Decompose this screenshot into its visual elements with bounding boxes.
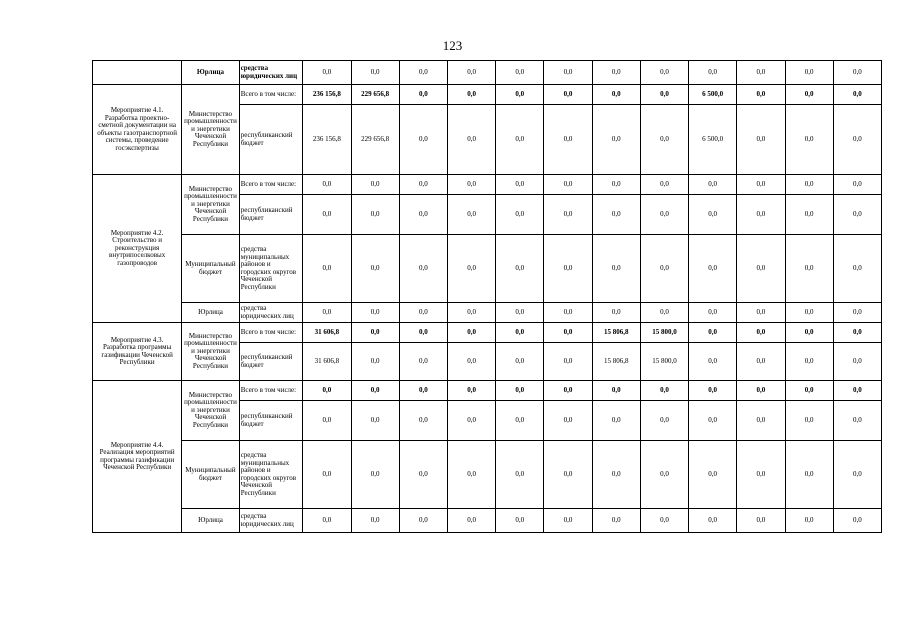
table-row — [93, 509, 882, 533]
value-cell: 0,0 — [785, 343, 833, 381]
value-cell: 236 156,8 — [303, 105, 351, 175]
funding-source-cell: республиканский бюджет — [239, 343, 303, 381]
value-cell: 0,0 — [447, 303, 495, 323]
value-cell: 0,0 — [785, 381, 833, 401]
funding-source-cell: Всего в том числе: — [239, 85, 303, 105]
funding-source-cell: средства юридических лиц — [239, 303, 303, 323]
value-cell: 0,0 — [785, 323, 833, 343]
table-row — [93, 175, 882, 195]
value-cell: 0,0 — [833, 61, 881, 85]
value-cell: 0,0 — [785, 235, 833, 303]
value-cell: 0,0 — [496, 195, 544, 235]
value-cell: 0,0 — [447, 343, 495, 381]
table-row — [93, 441, 882, 509]
value-cell: 0,0 — [447, 509, 495, 533]
value-cell: 0,0 — [303, 441, 351, 509]
value-cell: 0,0 — [833, 175, 881, 195]
value-cell: 0,0 — [496, 61, 544, 85]
value-cell: 0,0 — [640, 509, 688, 533]
value-cell: 0,0 — [544, 85, 592, 105]
value-cell: 0,0 — [399, 85, 447, 105]
value-cell: 0,0 — [496, 85, 544, 105]
value-cell: 0,0 — [399, 195, 447, 235]
value-cell: 0,0 — [689, 401, 737, 441]
table-row — [93, 235, 882, 303]
value-cell: 0,0 — [447, 85, 495, 105]
value-cell: 0,0 — [303, 381, 351, 401]
value-cell: 0,0 — [496, 509, 544, 533]
value-cell: 0,0 — [689, 323, 737, 343]
funding-source-cell: Всего в том числе: — [239, 381, 303, 401]
value-cell: 15 806,8 — [592, 343, 640, 381]
funding-source-cell: республиканский бюджет — [239, 401, 303, 441]
value-cell: 0,0 — [544, 303, 592, 323]
value-cell: 0,0 — [689, 441, 737, 509]
value-cell: 0,0 — [447, 401, 495, 441]
value-cell: 0,0 — [399, 509, 447, 533]
executor-cell: Юрлица — [182, 61, 239, 85]
value-cell: 0,0 — [496, 303, 544, 323]
table-row — [93, 85, 882, 105]
activity-cell: Мероприятие 4.1. Разработка проектно-сметной документации на объекты газотранспортной системы, проведение госэкспертизы — [93, 85, 182, 175]
value-cell: 0,0 — [785, 175, 833, 195]
value-cell: 0,0 — [351, 235, 399, 303]
value-cell: 0,0 — [640, 441, 688, 509]
value-cell: 0,0 — [544, 195, 592, 235]
value-cell: 0,0 — [592, 381, 640, 401]
executor-cell: Муниципальный бюджет — [182, 235, 239, 303]
value-cell: 0,0 — [833, 303, 881, 323]
value-cell: 0,0 — [640, 195, 688, 235]
value-cell: 0,0 — [544, 343, 592, 381]
value-cell: 0,0 — [399, 105, 447, 175]
value-cell: 0,0 — [737, 343, 785, 381]
funding-source-cell: Всего в том числе: — [239, 175, 303, 195]
value-cell: 0,0 — [592, 195, 640, 235]
value-cell: 0,0 — [737, 175, 785, 195]
value-cell: 236 156,8 — [303, 85, 351, 105]
executor-cell: Министерство промышленности и энергетики Чеченской Республики — [182, 381, 239, 441]
value-cell: 0,0 — [592, 303, 640, 323]
value-cell: 0,0 — [833, 85, 881, 105]
value-cell: 0,0 — [592, 401, 640, 441]
value-cell: 0,0 — [351, 441, 399, 509]
value-cell: 0,0 — [447, 105, 495, 175]
value-cell: 0,0 — [833, 381, 881, 401]
value-cell: 0,0 — [689, 61, 737, 85]
value-cell: 0,0 — [833, 105, 881, 175]
value-cell: 0,0 — [833, 401, 881, 441]
value-cell: 0,0 — [592, 509, 640, 533]
value-cell: 0,0 — [785, 61, 833, 85]
value-cell: 0,0 — [351, 381, 399, 401]
activity-cell — [93, 61, 182, 85]
value-cell: 0,0 — [544, 323, 592, 343]
table-row — [93, 303, 882, 323]
value-cell: 0,0 — [496, 323, 544, 343]
value-cell: 0,0 — [447, 175, 495, 195]
executor-cell: Министерство промышленности и энергетики Чеченской Республики — [182, 85, 239, 175]
value-cell: 0,0 — [737, 441, 785, 509]
value-cell: 0,0 — [303, 401, 351, 441]
table-row — [93, 61, 882, 85]
value-cell: 6 500,0 — [689, 105, 737, 175]
value-cell: 0,0 — [785, 195, 833, 235]
value-cell: 0,0 — [689, 235, 737, 303]
value-cell: 0,0 — [399, 235, 447, 303]
value-cell: 0,0 — [689, 303, 737, 323]
value-cell: 0,0 — [351, 343, 399, 381]
executor-cell: Муниципальный бюджет — [182, 441, 239, 509]
table-body — [93, 61, 882, 533]
value-cell: 0,0 — [737, 509, 785, 533]
funding-source-cell: средства юридических лиц — [239, 509, 303, 533]
executor-cell: Юрлица — [182, 303, 239, 323]
funding-source-cell: республиканский бюджет — [239, 105, 303, 175]
value-cell: 0,0 — [544, 61, 592, 85]
value-cell: 0,0 — [833, 441, 881, 509]
value-cell: 0,0 — [544, 401, 592, 441]
value-cell: 0,0 — [544, 381, 592, 401]
value-cell: 15 806,8 — [592, 323, 640, 343]
value-cell: 15 800,0 — [640, 343, 688, 381]
value-cell: 0,0 — [689, 509, 737, 533]
value-cell: 229 656,8 — [351, 85, 399, 105]
value-cell: 0,0 — [351, 195, 399, 235]
funding-source-cell: средства юридических лиц — [239, 61, 303, 85]
value-cell: 0,0 — [737, 235, 785, 303]
activity-cell: Мероприятие 4.4. Реализация мероприятий программы газификации Чеченской Республики — [93, 381, 182, 533]
value-cell: 0,0 — [447, 441, 495, 509]
value-cell: 0,0 — [592, 441, 640, 509]
value-cell: 0,0 — [351, 509, 399, 533]
table-row — [93, 381, 882, 401]
value-cell: 31 606,8 — [303, 323, 351, 343]
value-cell: 0,0 — [737, 401, 785, 441]
value-cell: 0,0 — [689, 175, 737, 195]
value-cell: 0,0 — [303, 509, 351, 533]
value-cell: 0,0 — [689, 381, 737, 401]
value-cell: 0,0 — [496, 105, 544, 175]
value-cell: 0,0 — [351, 61, 399, 85]
value-cell: 15 800,0 — [640, 323, 688, 343]
value-cell: 0,0 — [399, 343, 447, 381]
value-cell: 0,0 — [737, 85, 785, 105]
value-cell: 0,0 — [496, 235, 544, 303]
value-cell: 0,0 — [592, 105, 640, 175]
value-cell: 0,0 — [689, 195, 737, 235]
funding-source-cell: Всего в том числе: — [239, 323, 303, 343]
executor-cell: Юрлица — [182, 509, 239, 533]
value-cell: 0,0 — [785, 303, 833, 323]
value-cell: 0,0 — [785, 441, 833, 509]
value-cell: 0,0 — [303, 61, 351, 85]
value-cell: 0,0 — [303, 195, 351, 235]
value-cell: 0,0 — [592, 235, 640, 303]
executor-cell: Министерство промышленности и энергетики Чеченской Республики — [182, 323, 239, 381]
value-cell: 0,0 — [833, 509, 881, 533]
table-row — [93, 323, 882, 343]
value-cell: 0,0 — [833, 343, 881, 381]
value-cell: 229 656,8 — [351, 105, 399, 175]
funding-source-cell: средства муниципальных районов и городских округов Чеченской Республики — [239, 441, 303, 509]
value-cell: 0,0 — [640, 303, 688, 323]
value-cell: 0,0 — [303, 235, 351, 303]
value-cell: 0,0 — [737, 195, 785, 235]
value-cell: 0,0 — [399, 175, 447, 195]
value-cell: 0,0 — [592, 61, 640, 85]
executor-cell: Министерство промышленности и энергетики Чеченской Республики — [182, 175, 239, 235]
value-cell: 0,0 — [785, 85, 833, 105]
funding-source-cell: средства муниципальных районов и городских округов Чеченской Республики — [239, 235, 303, 303]
value-cell: 0,0 — [689, 343, 737, 381]
value-cell: 0,0 — [785, 509, 833, 533]
activity-cell: Мероприятие 4.2. Строительство и реконструкция внутрипоселковых газопроводов — [93, 175, 182, 323]
value-cell: 0,0 — [544, 235, 592, 303]
funding-source-cell: республиканский бюджет — [239, 195, 303, 235]
value-cell: 0,0 — [737, 105, 785, 175]
value-cell: 0,0 — [399, 441, 447, 509]
value-cell: 0,0 — [399, 61, 447, 85]
value-cell: 0,0 — [785, 401, 833, 441]
value-cell: 0,0 — [447, 381, 495, 401]
activity-cell: Мероприятие 4.3. Разработка программы газификации Чеченской Республики — [93, 323, 182, 381]
value-cell: 0,0 — [640, 61, 688, 85]
value-cell: 0,0 — [737, 381, 785, 401]
page-number: 123 — [442, 38, 463, 53]
value-cell: 0,0 — [351, 323, 399, 343]
value-cell: 0,0 — [496, 175, 544, 195]
value-cell: 0,0 — [496, 441, 544, 509]
value-cell: 0,0 — [351, 401, 399, 441]
value-cell: 0,0 — [640, 175, 688, 195]
value-cell: 0,0 — [351, 303, 399, 323]
value-cell: 0,0 — [399, 323, 447, 343]
value-cell: 0,0 — [496, 343, 544, 381]
value-cell: 0,0 — [447, 323, 495, 343]
value-cell: 6 500,0 — [689, 85, 737, 105]
value-cell: 0,0 — [351, 175, 399, 195]
value-cell: 0,0 — [447, 195, 495, 235]
value-cell: 0,0 — [447, 235, 495, 303]
value-cell: 0,0 — [544, 509, 592, 533]
value-cell: 0,0 — [737, 303, 785, 323]
value-cell: 0,0 — [640, 401, 688, 441]
value-cell: 0,0 — [496, 381, 544, 401]
value-cell: 0,0 — [640, 85, 688, 105]
value-cell: 0,0 — [833, 195, 881, 235]
value-cell: 0,0 — [303, 303, 351, 323]
value-cell: 0,0 — [640, 235, 688, 303]
value-cell: 0,0 — [592, 175, 640, 195]
value-cell: 0,0 — [496, 401, 544, 441]
value-cell: 0,0 — [737, 61, 785, 85]
value-cell: 0,0 — [833, 235, 881, 303]
value-cell: 0,0 — [833, 323, 881, 343]
value-cell: 0,0 — [785, 105, 833, 175]
value-cell: 0,0 — [544, 105, 592, 175]
value-cell: 0,0 — [303, 175, 351, 195]
value-cell: 0,0 — [399, 303, 447, 323]
value-cell: 0,0 — [399, 381, 447, 401]
value-cell: 31 606,8 — [303, 343, 351, 381]
value-cell: 0,0 — [640, 381, 688, 401]
value-cell: 0,0 — [447, 61, 495, 85]
budget-table — [92, 60, 882, 533]
value-cell: 0,0 — [544, 441, 592, 509]
value-cell: 0,0 — [592, 85, 640, 105]
value-cell: 0,0 — [399, 401, 447, 441]
value-cell: 0,0 — [737, 323, 785, 343]
value-cell: 0,0 — [544, 175, 592, 195]
value-cell: 0,0 — [640, 105, 688, 175]
